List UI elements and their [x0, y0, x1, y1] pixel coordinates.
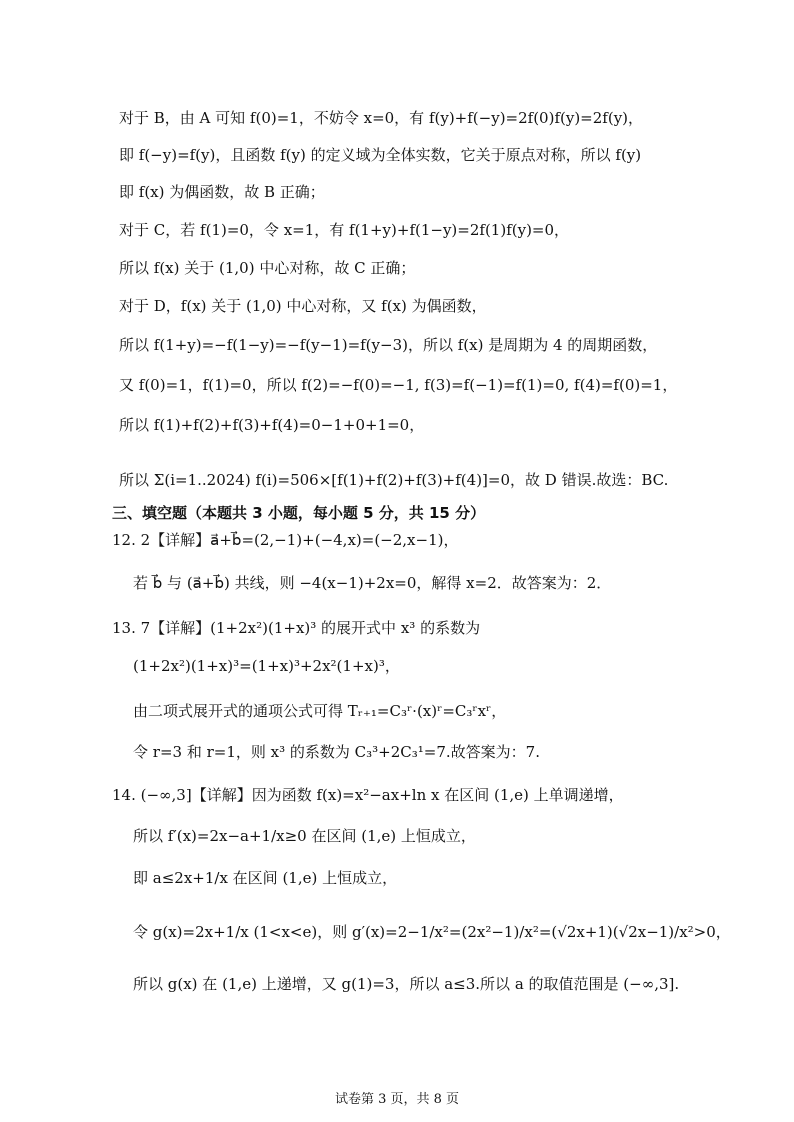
text-line: 对于 D，f(x) 关于 (1,0) 中心对称，又 f(x) 为偶函数， — [119, 297, 487, 315]
section-heading: 三、填空题（本题共 3 小题，每小题 5 分，共 15 分） — [112, 504, 486, 522]
text-line: 即 f(x) 为偶函数，故 B 正确； — [119, 183, 325, 201]
text-line: 14. (−∞,3]【详解】因为函数 f(x)=x²−ax+ln x 在区间 (1,e) 上单调递增， — [112, 786, 624, 804]
text-line: 13. 7【详解】(1+2x²)(1+x)³ 的展开式中 x³ 的系数为 — [112, 619, 481, 637]
text-line: 所以 f(1)+f(2)+f(3)+f(4)=0−1+0+1=0， — [119, 416, 425, 434]
text-line: 对于 B，由 A 可知 f(0)=1，不妨令 x=0，有 f(y)+f(−y)=2f(0)f(y)=2f(y)， — [119, 109, 644, 127]
text-line: 对于 C，若 f(1)=0，令 x=1，有 f(1+y)+f(1−y)=2f(1)f(y)=0， — [119, 221, 570, 239]
text-line: 12. 2【详解】a⃗+b⃗=(2,−1)+(−4,x)=(−2,x−1)， — [112, 531, 459, 549]
text-line: 所以 g(x) 在 (1,e) 上递增，又 g(1)=3，所以 a≤3.所以 a 的取值范围是 (−∞,3]. — [133, 975, 680, 993]
text-line: 若 b⃗ 与 (a⃗+b⃗) 共线，则 −4(x−1)+2x=0，解得 x=2．故答案为：2． — [133, 574, 612, 592]
page-footer: 试卷第 3 页，共 8 页 — [334, 1092, 460, 1107]
text-line: 所以 f(1+y)=−f(1−y)=−f(y−1)=f(y−3)，所以 f(x) 是周期为 4 的周期函数， — [119, 336, 658, 354]
text-line: 令 g(x)=2x+1/x (1<x<e)，则 g′(x)=2−1/x²=(2x²−1)/x²=(√2x+1)(√2x−1)/x²>0， — [133, 923, 731, 941]
text-line: 令 r=3 和 r=1，则 x³ 的系数为 C₃³+2C₃¹=7.故答案为：7. — [133, 743, 540, 761]
text-line: 又 f(0)=1，f(1)=0，所以 f(2)=−f(0)=−1, f(3)=f(−1)=f(1)=0, f(4)=f(0)=1， — [119, 376, 678, 394]
text-line: 即 a≤2x+1/x 在区间 (1,e) 上恒成立， — [133, 869, 398, 887]
text-line: 由二项式展开式的通项公式可得 Tᵣ₊₁=C₃ʳ·(x)ʳ=C₃ʳxʳ， — [133, 702, 507, 720]
text-line: (1+2x²)(1+x)³=(1+x)³+2x²(1+x)³， — [133, 657, 400, 675]
text-line: 所以 f′(x)=2x−a+1/x≥0 在区间 (1,e) 上恒成立， — [133, 827, 476, 845]
text-line: 所以 Σ(i=1..2024) f(i)=506×[f(1)+f(2)+f(3)+f(4)]=0，故 D 错误.故选：BC. — [119, 471, 669, 489]
text-line: 即 f(−y)=f(y)，且函数 f(y) 的定义域为全体实数，它关于原点对称，所以 f(y) — [119, 146, 642, 164]
text-line: 所以 f(x) 关于 (1,0) 中心对称，故 C 正确； — [119, 259, 416, 277]
